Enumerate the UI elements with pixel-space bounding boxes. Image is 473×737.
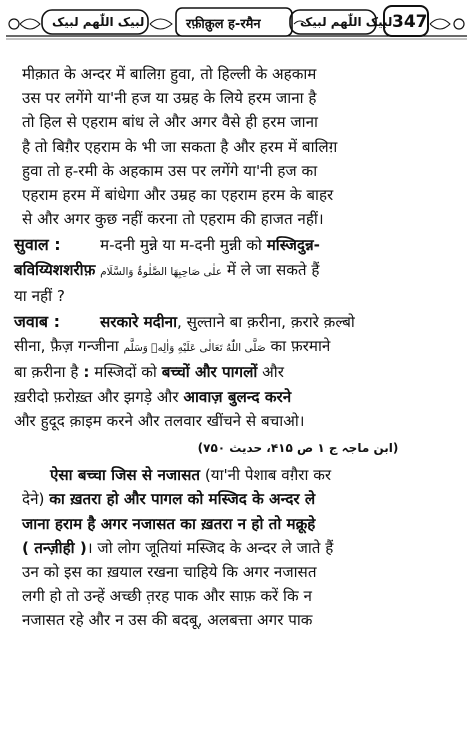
question-text <box>100 233 454 257</box>
answer-first-line <box>100 310 454 334</box>
arabic-durood: صَلَّی اللّٰهُ تَعَالٰی عَلَيْهِ وَاٰلِهٖ وَسَلَّم <box>123 342 266 355</box>
question-text-part: म-दनी मुन्ने या म-दनी मुन्नी को <box>100 236 267 255</box>
question-label: सुवाल : <box>14 235 61 255</box>
answer-text-part: ख़रीदो फ़रोख़्त और झगड़े और <box>14 387 184 406</box>
answer-colon: : <box>83 363 90 382</box>
answer-line: और हुदूद क़ाइम करने और तलवार खींचने से बचाओ। <box>14 411 305 430</box>
answer-line <box>14 360 454 384</box>
intro-paragraph <box>22 62 454 231</box>
note-emphasis: ऐसा बच्चा जिस से नजासत <box>50 466 201 485</box>
note-line: नजासत रहे और न उस की बदबू, अलबत्ता अगर पाक <box>22 611 313 630</box>
note-text-part: । जो लोग जूतियां मस्जिद के अन्दर ले जाते हैं <box>86 538 334 557</box>
question-block <box>14 233 454 257</box>
answer-continuation <box>14 334 454 433</box>
note-line: उन को इस का ख़याल रखना चाहिये कि अगर नजासत <box>22 563 317 582</box>
note-continuation <box>22 487 454 632</box>
question-text-part: में ले जा सकते हैं <box>222 260 320 279</box>
note-line: लगी हो तो उन्हें अच्छी त़रह पाक और साफ़ करें कि न <box>22 587 312 606</box>
answer-line <box>14 334 454 360</box>
header-title: रफ़ीक़ुल ह-रमैन <box>186 17 261 32</box>
intro-line: उस पर लगेंगे या'नी हज या उम्रह के लिये हरम जाना है <box>22 89 317 108</box>
intro-line: मीक़ात के अन्दर में बालिग़ हुवा, तो हिल्ली के अहकाम <box>22 65 317 83</box>
note-text-part: देने) <box>22 490 50 509</box>
answer-emphasis: बच्चों और पागलों <box>161 363 258 382</box>
hadith-reference: (ابن ماجہ ج ۱ ص ۴۱۵، حدیث ۷۵۰) <box>197 441 399 456</box>
answer-text-part: और <box>257 363 284 382</box>
note-line: जाना हराम है अगर नजासत का ख़तरा न हो तो मक्रूहे <box>22 514 316 533</box>
answer-block <box>14 310 454 334</box>
answer-text-part: , सुल्ताने बा क़रीना, क़रारे क़ल्बो <box>177 313 355 332</box>
answer-text-part: सीना, फ़ैज़ गन्जीना <box>14 337 124 356</box>
note-line <box>22 487 454 511</box>
question-line: या नहीं ? <box>14 286 65 305</box>
intro-line: से और अगर कुछ नहीं करना तो एहराम की हाजत नहीं। <box>22 210 324 229</box>
answer-text-part: बा क़रीना है <box>14 363 84 382</box>
question-line <box>14 258 454 284</box>
question-mosque-name: मस्जिदुन्न- <box>266 236 320 255</box>
header-badge-right: لبیک اللّٰھم لبیک <box>300 15 393 29</box>
note-line <box>22 463 454 487</box>
arabic-salutation: علٰی صَاحِبِهَا الصَّلٰوۃُ وَالسَّلَام <box>100 265 223 278</box>
note-text-part: (या'नी पेशाब वग़ैरा कर <box>200 466 332 485</box>
answer-line <box>14 385 454 409</box>
page-header <box>0 0 473 48</box>
answer-text-part: का फ़रमाने <box>265 337 331 356</box>
answer-emphasis: आवाज़ बुलन्द करने <box>183 387 292 406</box>
page-body <box>14 62 454 633</box>
answer-text-part: मस्जिदों को <box>89 363 162 382</box>
question-line <box>100 233 454 257</box>
question-continuation <box>14 258 454 308</box>
header-badge-left: لبیک اللّٰھم لبیک <box>52 15 145 29</box>
intro-line: एहराम हरम में बांधेगा और उम्रह का एहराम हरम के बाहर <box>22 186 334 205</box>
page-number: 347 <box>392 12 428 32</box>
note-emphasis: ( तन्ज़ीही ) <box>22 538 87 557</box>
answer-title: सरकारे मदीना <box>100 313 178 332</box>
note-emphasis: का ख़तरा हो और पागल को मस्जिद के अन्दर ले <box>49 490 316 509</box>
intro-line: हुवा तो ह-रमी के अहकाम उस पर लगेंगे या'नी हज का <box>22 161 318 180</box>
note-line <box>22 536 454 560</box>
answer-label: जवाब : <box>14 312 61 332</box>
intro-line: तो हिल से एहराम बांध ले और अगर वैसे ही हरम जाना <box>22 113 318 132</box>
note-paragraph <box>22 463 454 487</box>
question-mosque-name-cont: बविय्यिशशरीफ़ <box>14 260 96 279</box>
intro-line: है तो बिग़ैर एहराम के भी जा सकता है और हरम में बालिग़ <box>22 137 338 156</box>
answer-line <box>100 310 454 334</box>
